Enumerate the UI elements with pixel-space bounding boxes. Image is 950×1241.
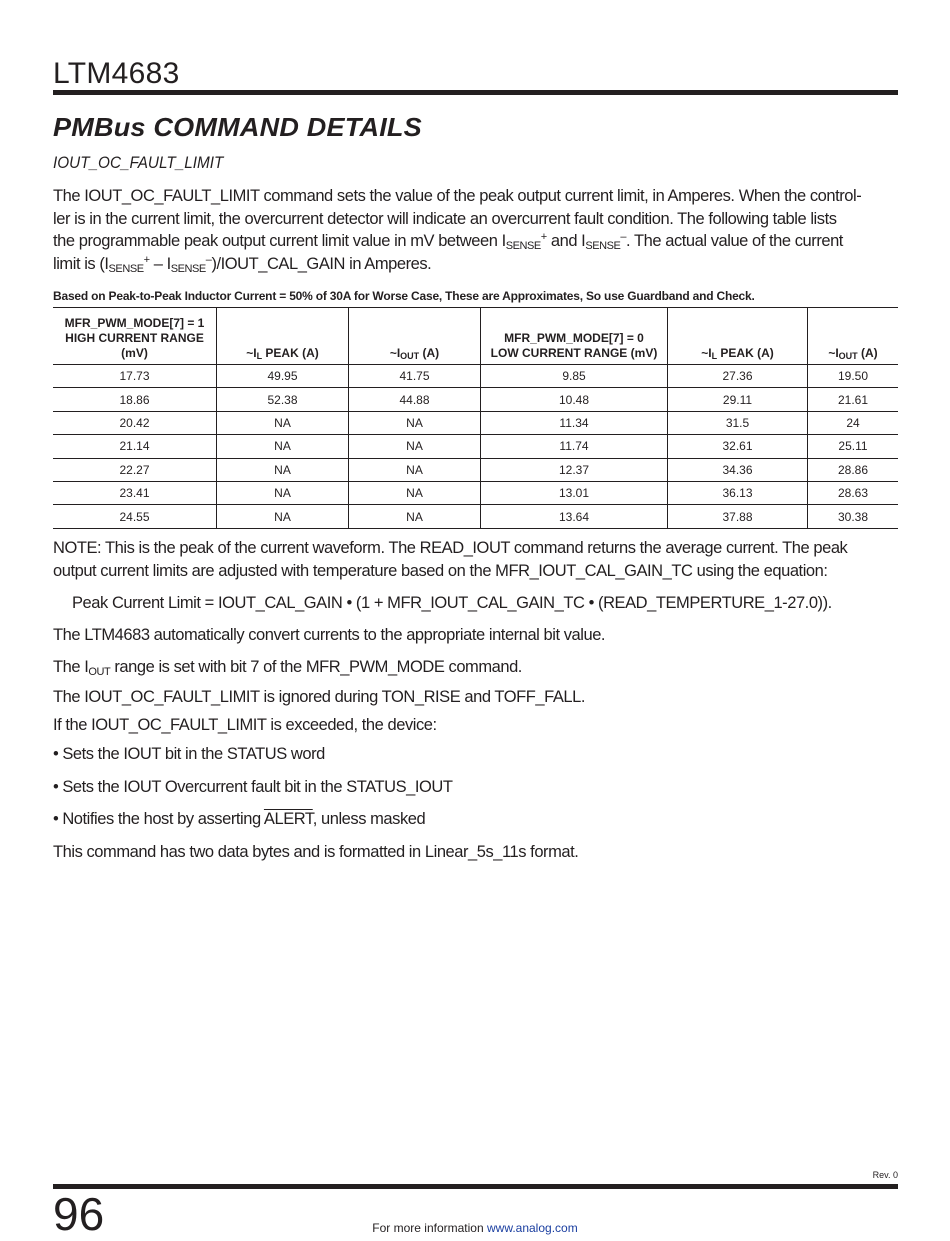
table-cell: 11.34 xyxy=(481,411,668,434)
table-cell: 13.64 xyxy=(481,505,668,528)
intro-paragraph xyxy=(53,185,898,275)
table-cell: NA xyxy=(349,481,481,504)
alert-signal: ALERT xyxy=(263,810,313,828)
table-cell: 29.11 xyxy=(668,388,808,411)
table-row xyxy=(53,481,898,504)
table-cell: 22.27 xyxy=(53,458,217,481)
table-cell: 18.86 xyxy=(53,388,217,411)
header-peak-high: $\sim I_L$ PEAK (A) xyxy=(217,308,349,365)
table-cell: 30.38 xyxy=(808,505,899,528)
footer-rule xyxy=(53,1184,898,1189)
table-title: Based on Peak-to-Peak Inductor Current = 50% of 30A for Worse Case, These are Approximates, So use Guardband and Check. xyxy=(53,289,755,303)
header-rule xyxy=(53,90,898,95)
page-number: 96 xyxy=(53,1188,105,1240)
table-cell: NA xyxy=(217,505,349,528)
table-cell: 32.61 xyxy=(668,435,808,458)
table-cell: 13.01 xyxy=(481,481,668,504)
table-cell: 23.41 xyxy=(53,481,217,504)
header-high-range: MFR_PWM_MODE[7] = 1 HIGH CURRENT RANGE (mV) xyxy=(53,308,217,365)
table-cell: 21.14 xyxy=(53,435,217,458)
ignored-text: The IOUT_OC_FAULT_LIMIT is ignored during TON_RISE and TOFF_FALL. xyxy=(53,688,585,706)
table-cell: 44.88 xyxy=(349,388,481,411)
table-header-row xyxy=(53,308,898,365)
table-cell: NA xyxy=(349,505,481,528)
table-cell: 9.85 xyxy=(481,365,668,388)
table-cell: 21.61 xyxy=(808,388,899,411)
table-cell: 27.36 xyxy=(668,365,808,388)
table-cell: 36.13 xyxy=(668,481,808,504)
table-cell: 25.11 xyxy=(808,435,899,458)
section-title: PMBus COMMAND DETAILS xyxy=(53,112,422,142)
table-cell: 28.63 xyxy=(808,481,899,504)
equation: Peak Current Limit = IOUT_CAL_GAIN • (1 + MFR_IOUT_CAL_GAIN_TC • (READ_TEMPERTURE_1-27.0)). xyxy=(72,594,832,612)
table-cell: 52.38 xyxy=(217,388,349,411)
table-row xyxy=(53,388,898,411)
table-cell: 20.42 xyxy=(53,411,217,434)
table-row xyxy=(53,505,898,528)
table-cell: 24 xyxy=(808,411,899,434)
table-cell: 41.75 xyxy=(349,365,481,388)
table-cell: 37.88 xyxy=(668,505,808,528)
footer-text: For more information www.analog.com xyxy=(372,1221,578,1235)
table-cell: 24.55 xyxy=(53,505,217,528)
intro-line-4: limit is ($I_{SENSE}^+$ – $I_{SENSE}^-)/IOUT\_CAL\_GAIN$ in Amperes. xyxy=(53,253,432,275)
current-limit-table xyxy=(53,307,898,529)
format-text: This command has two data bytes and is formatted in Linear_5s_11s format. xyxy=(53,843,579,861)
bullet-status-word: • Sets the IOUT bit in the STATUS word xyxy=(53,743,898,766)
note-paragraph xyxy=(53,537,898,582)
table-cell: NA xyxy=(349,411,481,434)
table-cell: 10.48 xyxy=(481,388,668,411)
header-low-range: MFR_PWM_MODE[7] = 0 LOW CURRENT RANGE (mV) xyxy=(481,308,668,365)
note-line-2: output current limits are adjusted with temperature based on the MFR_IOUT_CAL_GAIN_TC using the equation: xyxy=(53,561,828,580)
table-cell: 19.50 xyxy=(808,365,899,388)
table-cell: 11.74 xyxy=(481,435,668,458)
bullet-status-iout: • Sets the IOUT Overcurrent fault bit in the STATUS_IOUT xyxy=(53,776,898,799)
table-cell: NA xyxy=(217,481,349,504)
table-cell: NA xyxy=(217,435,349,458)
table-cell: 31.5 xyxy=(668,411,808,434)
note-line-1: NOTE: This is the peak of the current waveform. The READ_IOUT command returns the average current. The peak xyxy=(53,539,848,557)
auto-convert-text: The LTM4683 automatically convert currents to the appropriate internal bit value. xyxy=(53,626,606,644)
table-row xyxy=(53,435,898,458)
table-row xyxy=(53,458,898,481)
bullet-alert: • Notifies the host by asserting ALERT, unless masked xyxy=(53,808,898,831)
table-cell: NA xyxy=(217,411,349,434)
header-peak-low: $\sim I_L$ PEAK (A) xyxy=(668,308,808,365)
table-cell: 28.86 xyxy=(808,458,899,481)
table-cell: 49.95 xyxy=(217,365,349,388)
command-name: IOUT_OC_FAULT_LIMIT xyxy=(53,153,224,172)
header-iout-low: $\sim I_{OUT}$ (A) xyxy=(808,308,899,365)
table-cell: NA xyxy=(349,435,481,458)
table-cell: 34.36 xyxy=(668,458,808,481)
intro-line-1: The IOUT_OC_FAULT_LIMIT command sets the value of the peak output current limit, in Amperes. When the control- xyxy=(53,187,862,205)
intro-line-2: ler is in the current limit, the overcurrent detector will indicate an overcurrent fault condition. The following table lists xyxy=(53,209,837,228)
table-row xyxy=(53,411,898,434)
exceeded-text: If the IOUT_OC_FAULT_LIMIT is exceeded, the device: xyxy=(53,716,437,734)
iout-range-text: The $I_{OUT}$ range is set with bit 7 of the MFR_PWM_MODE command. xyxy=(53,658,522,678)
table-cell: NA xyxy=(349,458,481,481)
revision-label: Rev. 0 xyxy=(872,1170,898,1180)
table-cell: 17.73 xyxy=(53,365,217,388)
intro-line-3: the programmable peak output current limit value in mV between $I_{SENSE}^+$ and $I_{SENSE}^-$. The actual value of the current xyxy=(53,231,843,252)
analog-link[interactable]: www.analog.com xyxy=(486,1221,578,1235)
part-number: LTM4683 xyxy=(53,57,180,90)
header-iout-high: $\sim I_{OUT}$ (A) xyxy=(349,308,481,365)
table-row xyxy=(53,365,898,388)
table-cell: 12.37 xyxy=(481,458,668,481)
table-cell: NA xyxy=(217,458,349,481)
